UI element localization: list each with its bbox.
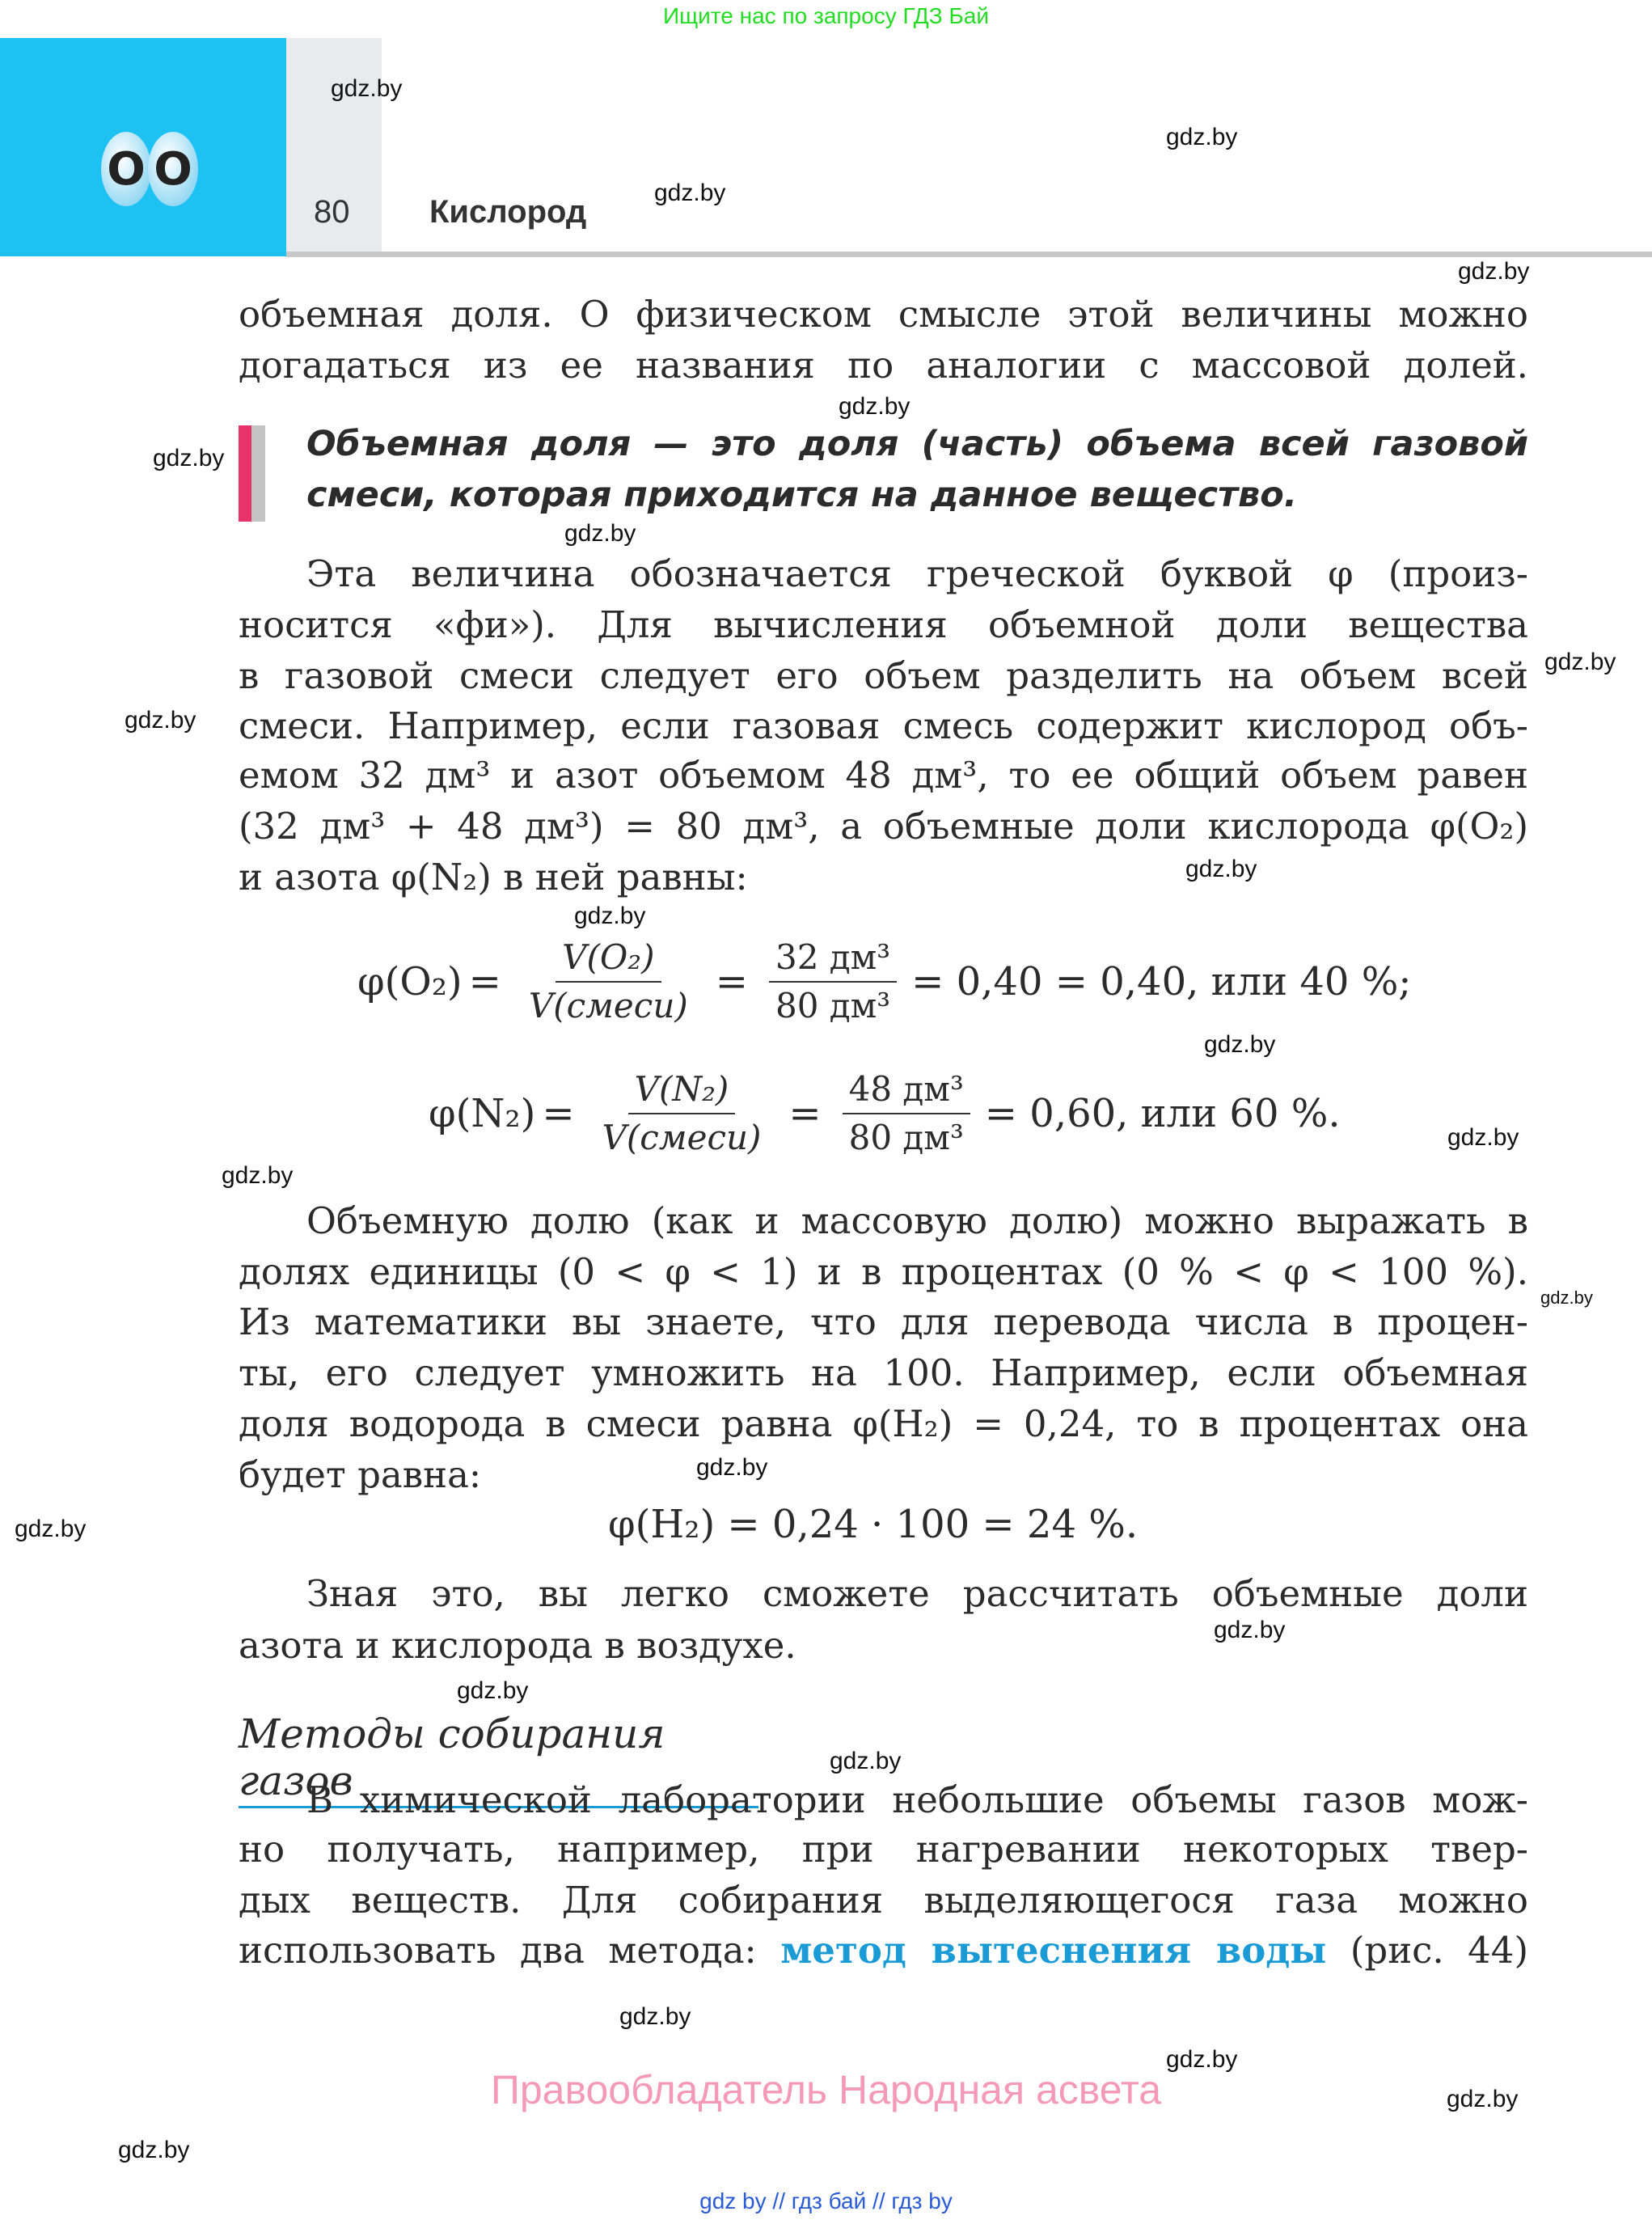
watermark: gdz.by	[839, 393, 911, 420]
formula-nitrogen-fraction	[429, 1066, 1341, 1161]
definition-marker	[239, 425, 251, 522]
section-heading: Методы собирания газов	[239, 1710, 758, 1808]
fraction	[769, 934, 897, 1030]
search-hint-banner: Ищите нас по запросу ГДЗ Бай	[662, 3, 990, 28]
definition-marker-shadow	[251, 425, 265, 522]
denominator: V(смеси)	[602, 1118, 762, 1157]
text-line: Зная это, вы легко сможете рассчитать объемные доли	[306, 1572, 1528, 1615]
text-line: Эта величина обозначается греческой буквой φ (произ-	[306, 552, 1528, 595]
watermark: gdz.by	[564, 520, 636, 547]
watermark: gdz.by	[1458, 258, 1530, 285]
denominator: V(смеси)	[528, 986, 688, 1025]
text-line: объемная доля. О физическом смысле этой величины можно	[239, 293, 1528, 336]
equals-sign: =	[542, 1091, 575, 1136]
watermark: gdz.by	[1447, 1124, 1519, 1151]
formula-lhs: φ(N₂)	[429, 1091, 536, 1136]
definition-line: смеси, которая приходится на данное вещество.	[306, 475, 1298, 515]
watermark: gdz.by	[696, 1454, 768, 1481]
watermark: gdz.by	[222, 1162, 294, 1189]
text-segment: (рис. 44)	[1326, 1929, 1528, 1972]
text-line: В химической лаборатории небольшие объемы газов мож-	[306, 1778, 1528, 1821]
watermark: gdz.by	[153, 445, 225, 471]
text-line: Объемную долю (как и массовую долю) можно выражать в	[306, 1199, 1528, 1242]
watermark: gdz.by	[619, 2003, 691, 2030]
formula-hydrogen-percent: φ(H₂) = 0,24 · 100 = 24 %.	[608, 1502, 1139, 1547]
text-line: догадаться из ее названия по аналогии с массовой долей.	[239, 344, 1528, 387]
text-line: смеси. Например, если газовая смесь содержит кислород объ-	[239, 704, 1528, 747]
fraction	[843, 1066, 970, 1161]
equals-sign: =	[468, 959, 501, 1004]
watermark: gdz.by	[1540, 1287, 1593, 1308]
text-line: носится «фи»). Для вычисления объемной доли вещества	[239, 603, 1528, 646]
text-segment: использовать два метода:	[239, 1929, 781, 1972]
denominator: 80 дм³	[775, 986, 891, 1025]
page-number: 80	[314, 194, 350, 230]
watermark: gdz.by	[1214, 1617, 1286, 1643]
watermark: gdz.by	[1544, 649, 1616, 675]
numerator: 48 дм³	[843, 1066, 970, 1114]
text-line: будет равна:	[239, 1453, 482, 1496]
watermark: gdz.by	[125, 707, 196, 734]
key-term: метод вытеснения воды	[780, 1929, 1327, 1972]
numerator: V(N₂)	[628, 1066, 736, 1114]
watermark: gdz.by	[331, 75, 403, 102]
text-line: но получать, например, при нагревании некоторых твер-	[239, 1828, 1528, 1871]
watermark: gdz.by	[118, 2137, 190, 2163]
text-line: Из математики вы знаете, что для перевода числа в процен-	[239, 1300, 1528, 1343]
text-line: ты, его следует умножить на 100. Например, если объемная	[239, 1351, 1528, 1394]
text-line: дых веществ. Для собирания выделяющегося газа можно	[239, 1879, 1528, 1922]
formula-lhs: φ(O₂)	[357, 959, 463, 1004]
numerator: V(O₂)	[556, 934, 661, 983]
watermark: gdz.by	[1166, 124, 1238, 150]
chapter-title: Кислород	[429, 194, 587, 230]
equals-sign: =	[715, 959, 748, 1004]
site-links[interactable]: gdz by // гдз бай // гдз by	[699, 2188, 953, 2213]
formula-result: = 0,40 = 0,40, или 40 %;	[911, 959, 1412, 1004]
fraction	[522, 934, 695, 1030]
watermark: gdz.by	[574, 903, 646, 929]
text-line: в газовой смеси следует его объем разделить на объем всей	[239, 654, 1528, 697]
text-line: (32 дм³ + 48 дм³) = 80 дм³, а объемные доли кислорода φ(O₂)	[239, 805, 1528, 848]
oxygen-logo-icon: O O	[101, 132, 195, 206]
watermark: gdz.by	[457, 1677, 529, 1704]
header-divider	[286, 252, 1652, 257]
text-line: емом 32 дм³ и азот объемом 48 дм³, то ее общий объем равен	[239, 754, 1528, 797]
watermark: gdz.by	[1185, 856, 1257, 882]
text-line: доля водорода в смеси равна φ(H₂) = 0,24, то в процентах она	[239, 1402, 1528, 1445]
fraction	[596, 1066, 768, 1161]
equals-sign: =	[788, 1091, 822, 1136]
watermark: gdz.by	[1204, 1031, 1276, 1058]
watermark: gdz.by	[654, 180, 726, 206]
watermark: gdz.by	[15, 1516, 87, 1542]
watermark: gdz.by	[830, 1748, 902, 1774]
denominator: 80 дм³	[848, 1118, 964, 1157]
copyright-footer: Правообладатель Народная асвета	[490, 2067, 1162, 2112]
numerator: 32 дм³	[769, 934, 897, 983]
watermark: gdz.by	[1447, 2086, 1519, 2112]
watermark: gdz.by	[1166, 2046, 1238, 2073]
text-line	[239, 1930, 1528, 1972]
formula-oxygen-fraction	[357, 934, 1411, 1030]
definition-line: Объемная доля — это доля (часть) объема всей газовой	[306, 424, 1528, 464]
text-line: долях единицы (0 < φ < 1) и в процентах (0 % < φ < 100 %).	[239, 1250, 1528, 1293]
text-line: и азота φ(N₂) в ней равны:	[239, 856, 748, 898]
formula-result: = 0,60, или 60 %.	[984, 1091, 1341, 1136]
text-line: азота и кислорода в воздухе.	[239, 1624, 796, 1667]
